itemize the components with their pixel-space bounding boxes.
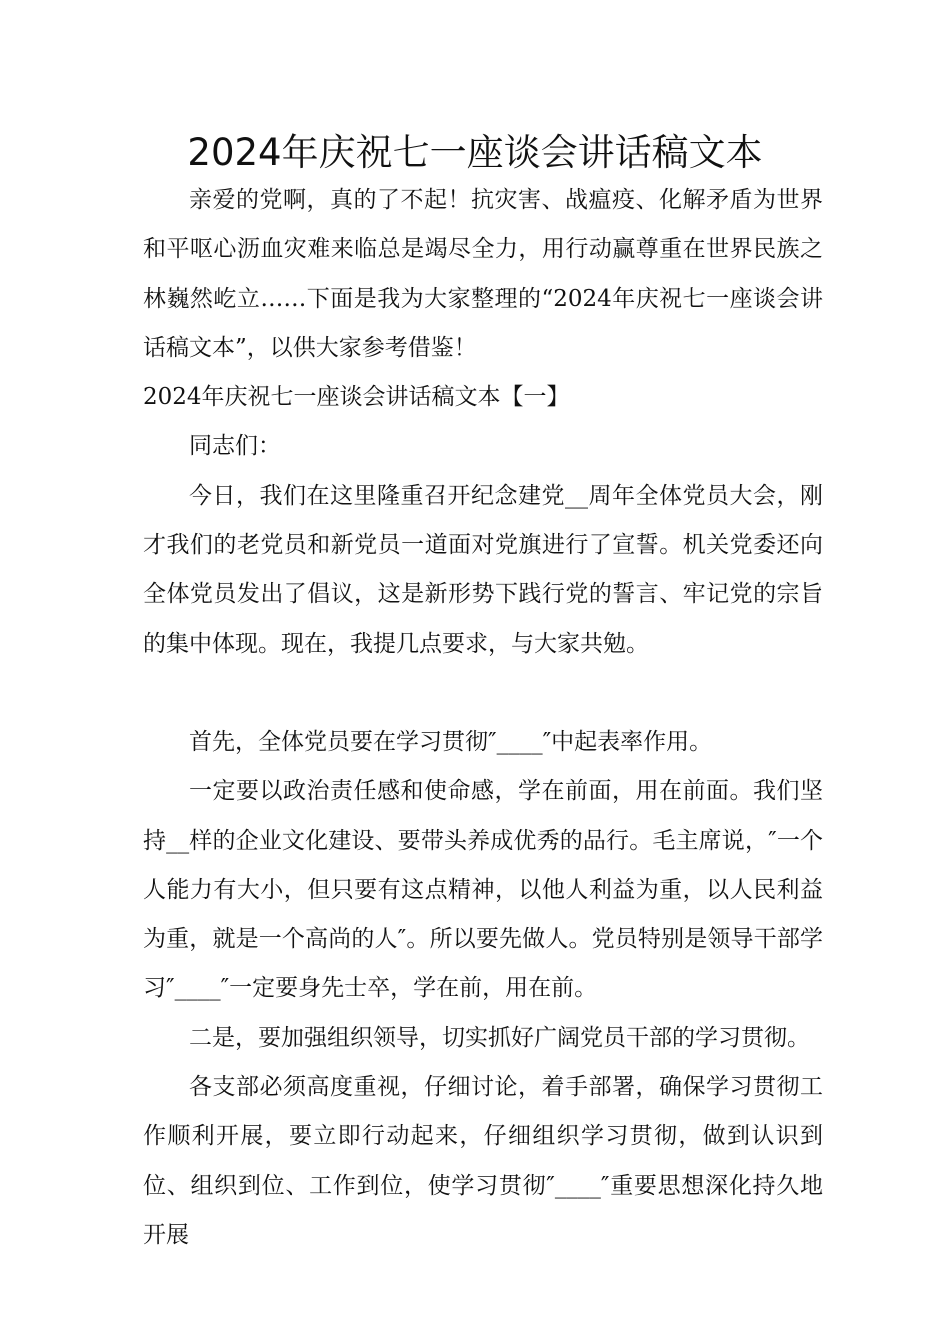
salutation: 同志们： xyxy=(189,433,281,460)
intro-paragraph: 亲爱的党啊，真的了不起！抗灾害、战瘟疫、化解矛盾为世界和平呕心沥血灾难来临总是竭尽全力，用行动赢尊重在世界民族之林巍然屹立……下面是我为大家整理的“2024年庆祝七一座谈会讲话稿文本”，以供大家参考借鉴！ xyxy=(143,187,823,361)
section-heading: 2024年庆祝七一座谈会讲话稿文本【一】 xyxy=(143,384,570,411)
document-title: 2024年庆祝七一座谈会讲话稿文本 xyxy=(187,131,763,174)
point-two-paragraph: 各支部必须高度重视，仔细讨论，着手部署，确保学习贯彻工作顺利开展，要立即行动起来，仔细组织学习贯彻，做到认识到位、组织到位、工作到位，使学习贯彻″____″重要思想深化持久地开展 xyxy=(143,1074,823,1248)
point-one-paragraph: 一定要以政治责任感和使命感，学在前面，用在前面。我们坚持__样的企业文化建设、要带头养成优秀的品行。毛主席说，″一个人能力有大小，但只要有这点精神，以他人利益为重，以人民利益为重，就是一个高尚的人″。所以要先做人。党员特别是领导干部学习″____″一定要身先士卒，学在前，用在前。 xyxy=(143,778,823,1002)
opening-paragraph: 今日，我们在这里隆重召开纪念建党__周年全体党员大会，刚才我们的老党员和新党员一道面对党旗进行了宣誓。机关党委还向全体党员发出了倡议，这是新形势下践行党的誓言、牢记党的宗旨的集中体现。现在，我提几点要求，与大家共勉。 xyxy=(143,482,823,657)
paragraph-gap xyxy=(143,669,823,718)
point-one-heading: 首先，全体党员要在学习贯彻″____″中起表率作用。 xyxy=(189,728,713,755)
document-body xyxy=(143,176,823,1260)
point-two-heading: 二是，要加强组织领导，切实抓好广阔党员干部的学习贯彻。 xyxy=(189,1024,810,1051)
